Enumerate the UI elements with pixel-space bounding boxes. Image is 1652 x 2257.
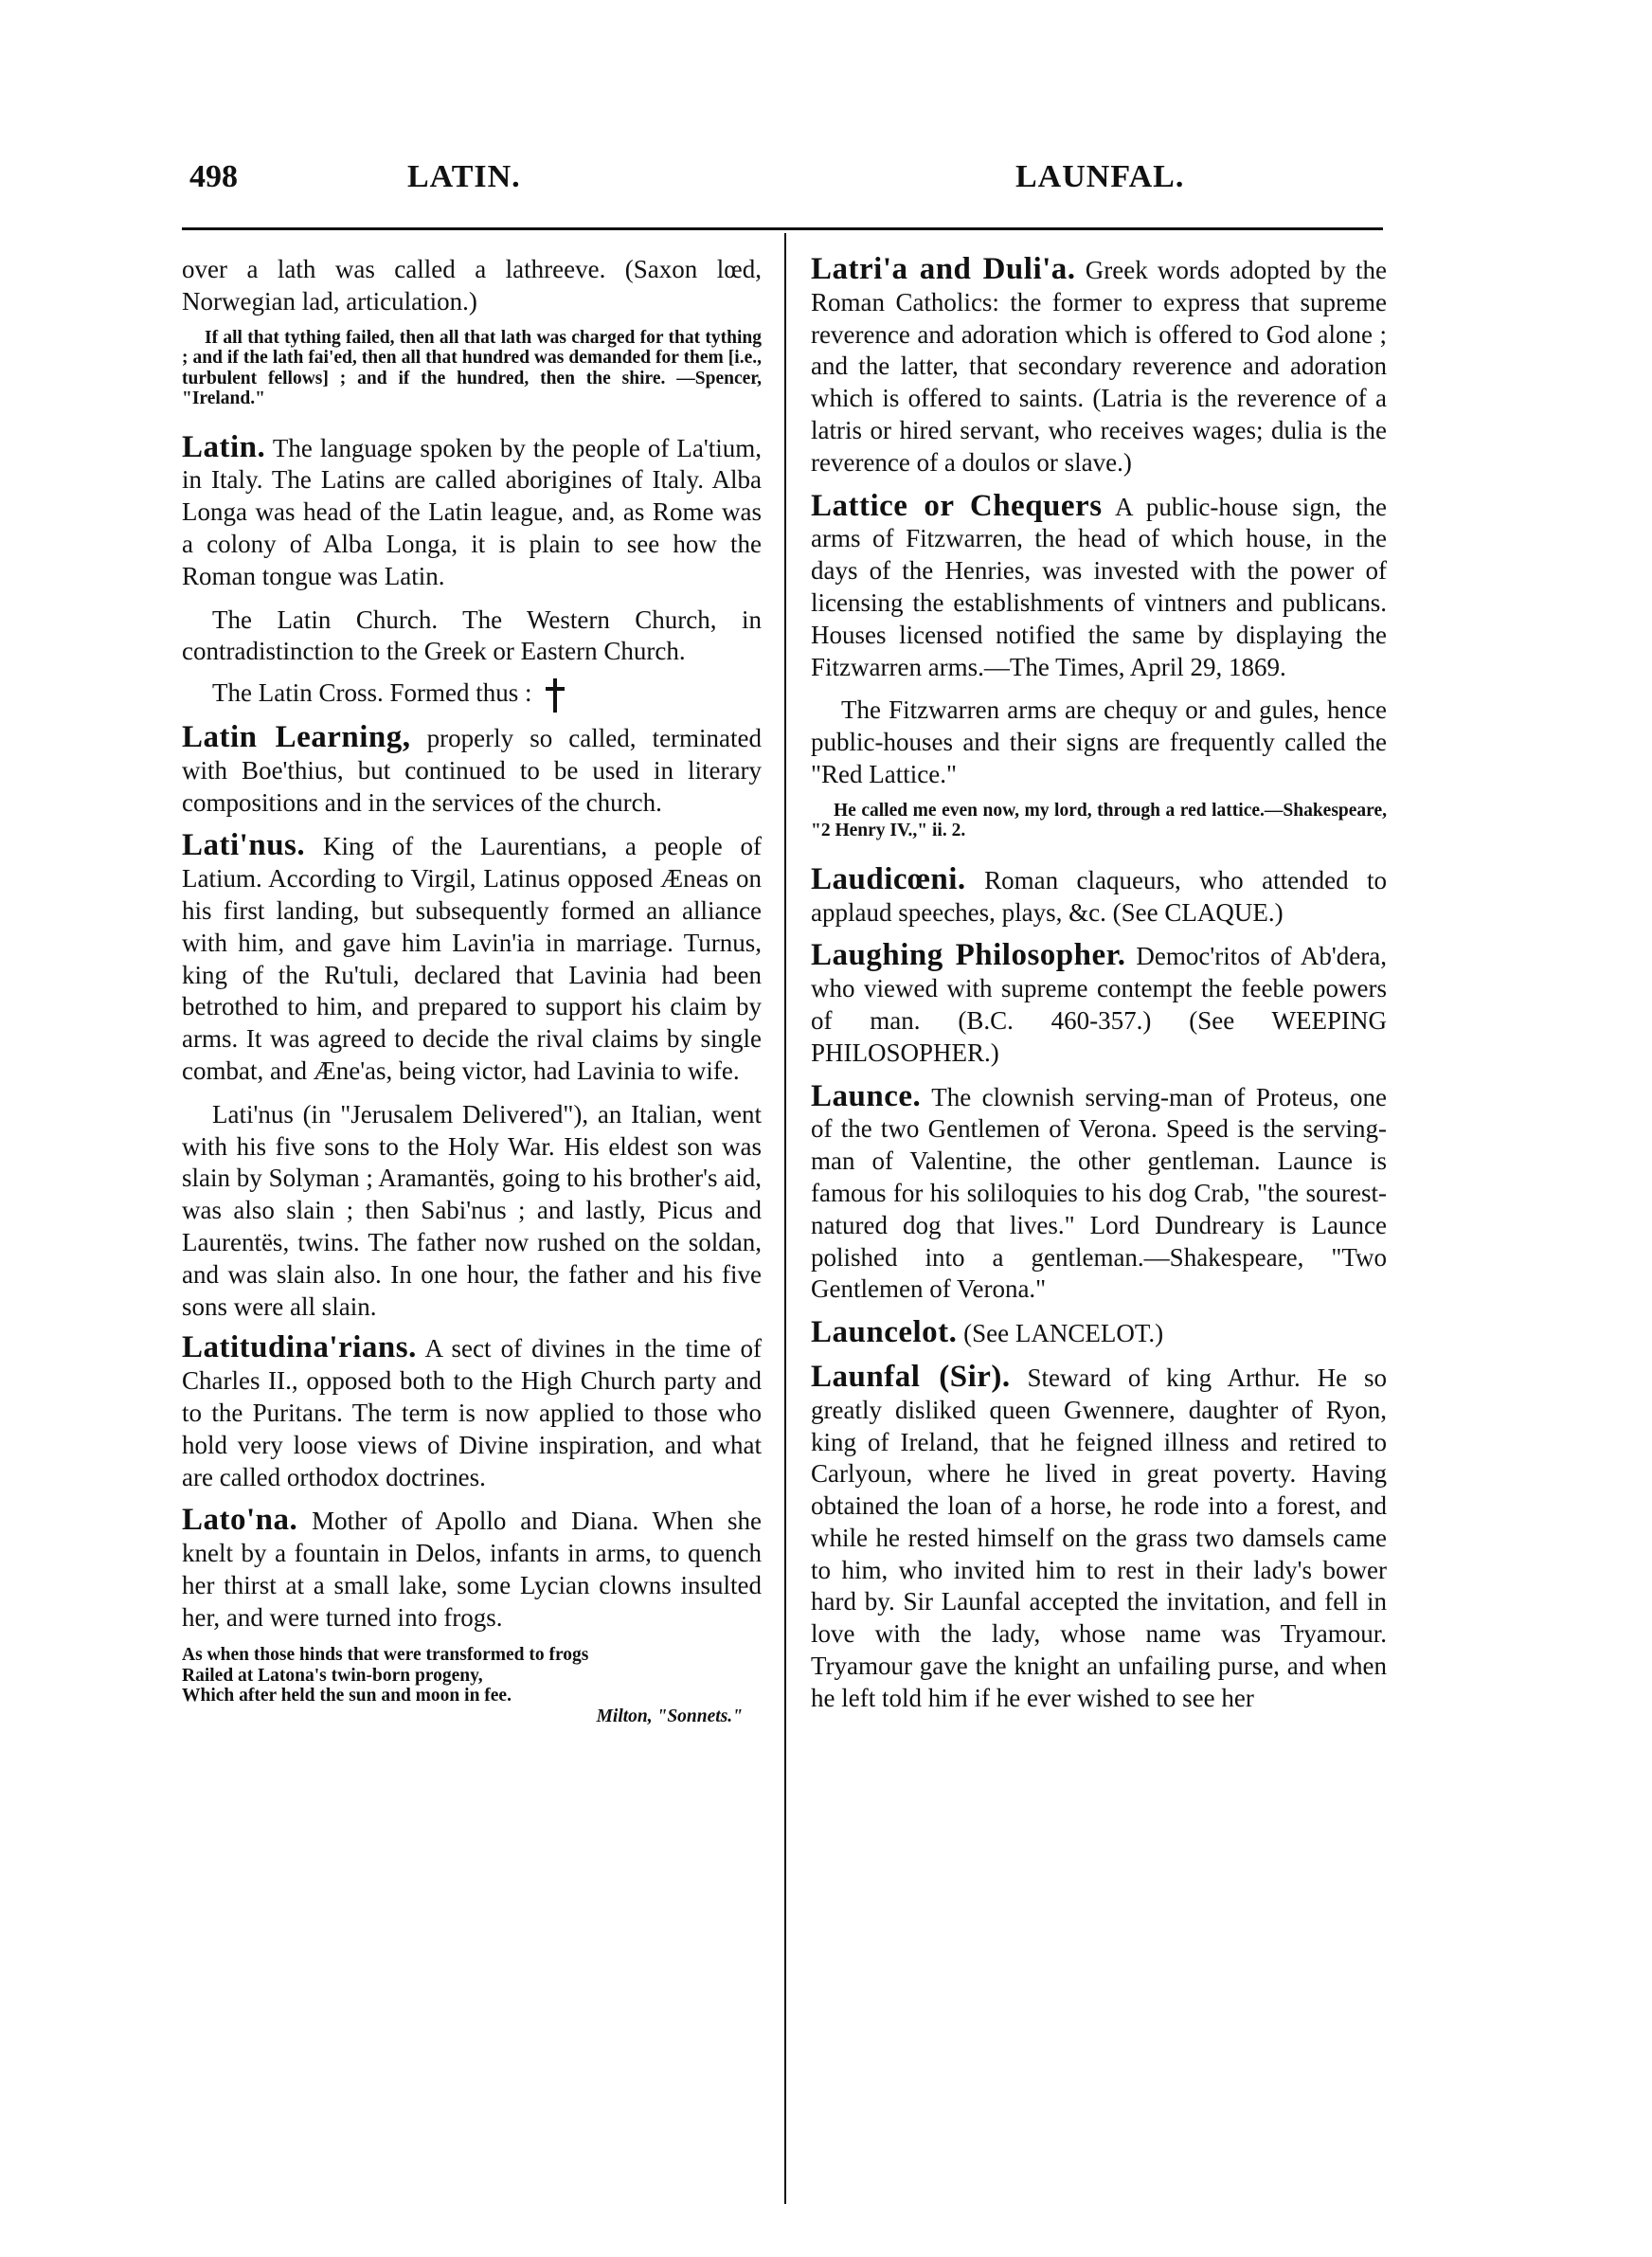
entry-headword: Launfal (Sir). [811,1359,1011,1394]
quote-line: Railed at Latona's twin-born progeny, [182,1665,483,1686]
left-running-title: LATIN. [407,159,521,194]
entry-launcelot [811,1317,1387,1350]
left-column [182,254,762,1738]
page-header [0,159,1652,207]
entry-text: (See LANCELOT.) [963,1319,1164,1348]
entry-lattice-sub: The Fitzwarren arms are chequy or and gules, hence public-houses and their signs are frequently called the "Red Lattice." [811,695,1387,788]
entry-headword: Latin. [182,429,266,464]
quote-latona [182,1645,762,1726]
entry-headword: Launcelot. [811,1315,958,1350]
entry-latin-church: The Latin Church. The Western Church, in contradistinction to the Greek or Eastern Church. [182,605,762,666]
entry-text: Mother of Apollo and Diana. When she knelt by a fountain in Delos, infants in arms, to quench her thirst at a small lake, some Lycian clowns insulted her, and were turned into frogs. [182,1507,762,1632]
continuation-text: over a lath was called a lathreeve. (Saxon lœd, Norwegian lad, articulation.) [182,255,762,316]
entry-text: A public-house sign, the arms of Fitzwarren, the head of which house, in the days of the Henries, was invested with the power of licensing the establishments of vintners and publicans. Houses licensed notified the same by displaying the Fitzwarren arms.—The Times, April 29, 1869. [811,492,1387,681]
entry-launce [811,1078,1388,1307]
entry-headword: Launce. [811,1078,922,1113]
right-column [811,254,1387,1726]
entry-latinus-tasso: Lati'nus (in "Jerusalem Delivered"), an Italian, went with his five sons to the Holy War. His eldest son was slain by Solyman ; Aramantës, going to his brother's aid, was also slain ; then Sabi'nus ; and lastly, Picus and Laurentës, twins. The father now rushed on the soldan, and was slain also. In one hour, the father and his five sons were all slain. [182,1099,762,1321]
entry-text: The language spoken by the people of La'tium, in Italy. The Latins are called aborigines of Italy. Alba Longa was head of the Latin league, and, as Rome was a colony of Alba Longa, it is plain to see how the Roman tongue was Latin. [182,433,762,590]
entry-text: Steward of king Arthur. He so greatly disliked queen Gwennere, daughter of Ryon, king of Ireland, that he feigned illness and retired to Carlyoun, where he lived in great poverty. Having obtained the loan of a horse, he rode into a forest, and while he rested himself on the grass two damsels came to him, who invited him to rest in their lady's bower hard by. Sir Launfal accepted the invitation, and fell in love with the lady, whose name was Tryamour. Tryamour gave the knight an unfailing purse, and when he left told him if he ever wished to see her [811,1363,1387,1712]
entry-text: Roman claqueurs, who attended to applaud speeches, plays, &c. (See CLAQUE.) [811,865,1388,927]
entry-headword: Laudicœni. [811,861,966,896]
entry-headword: Lato'na. [182,1503,298,1538]
latin-cross-icon [545,678,566,713]
entry-latinus [182,830,762,1087]
entry-headword: Laughing Philosopher. [811,938,1126,973]
entry-text: A sect of divines in the time of Charles II., opposed both to the High Church party and to the Puritans. The term is now applied to those who hold very loose views of Divine inspiration, and what are called orthodox doctrines. [182,1334,763,1491]
entry-headword: Lati'nus. [182,828,306,863]
entry-latitudinarians [182,1332,762,1493]
quote-line: Which after held the sun and moon in fee. [182,1686,512,1706]
entry-lattice [811,488,1387,684]
entry-headword: Lattice or Chequers [811,488,1103,523]
quote-lattice: He called me even now, my lord, through a red lattice.—Shakespeare, "2 Henry IV.," ii. 2. [811,800,1387,841]
entry-latria [811,254,1387,479]
entry-headword: Latri'a and Duli'a. [811,252,1076,286]
entry-headword: Latitudina'rians. [182,1330,417,1365]
entry-laughing-philosopher [811,940,1387,1069]
entry-laudiceni [811,861,1388,930]
header-rule [182,227,1383,230]
entry-text: Greek words adopted by the Roman Catholics: the former to express that supreme reverence and adoration which is offered to God alone ; and the latter, that secondary reverence and adoration which is offered to saints. (Latria is the reverence of a latris or hired servant, who receives wages; dulia is the reverence of a doulos or slave.) [811,256,1387,477]
quote-attribution: Milton, "Sonnets." [596,1706,743,1726]
entry-text: Democ'ritos of Ab'dera, who viewed with supreme contempt the feeble powers of man. (B.C. 460-357.) (See WEEPING PHILOSOPHER.) [811,942,1387,1067]
page-number: 498 [189,159,238,194]
entry-latin-cross [182,677,762,713]
entry-latin-learning [182,719,763,819]
entry-text: properly so called, terminated with Boe'thius, but continued to be used in literary compositions and in the services of the church. [182,723,763,817]
entry-latona [182,1505,762,1634]
entry-latin [182,429,762,593]
quote-line: As when those hinds that were transformed to frogs [182,1645,589,1666]
quote-tything: If all that tything failed, then all that lath was charged for that tything ; and if the lath fai'ed, then all that hundred was demanded for them [i.e., turbulent fellows] ; and if the hundred, then the shire. —Spencer, "Ireland." [182,327,762,409]
entry-text: The clownish serving-man of Proteus, one of the two Gentlemen of Verona. Speed is the serving-man of Valentine, the other gentleman. Launce is famous for his soliloquies to his dog Crab, "the sourest-natured dog that lives." Lord Dundreary is Launce polished into a gentleman.—Shakespeare, "Two Gentlemen of Verona." [811,1082,1388,1304]
column-divider [784,233,786,2204]
right-running-title: LAUNFAL. [1015,159,1185,194]
entry-launfal [811,1359,1387,1715]
entry-text: King of the Laurentians, a people of Latium. According to Virgil, Latinus opposed Æneas on his first landing, but subsequently formed an alliance with him, and gave him Lavin'ia in marriage. Turnus, king of the Ru'tuli, declared that Lavinia had been betrothed to him, and prepared to support his claim by arms. It was agreed to decide the rival claims by single combat, and Æne'as, being victor, had Lavinia to wife. [182,832,763,1085]
latin-cross-text: The Latin Cross. Formed thus : [212,678,532,708]
entry-headword: Latin Learning, [182,719,411,754]
